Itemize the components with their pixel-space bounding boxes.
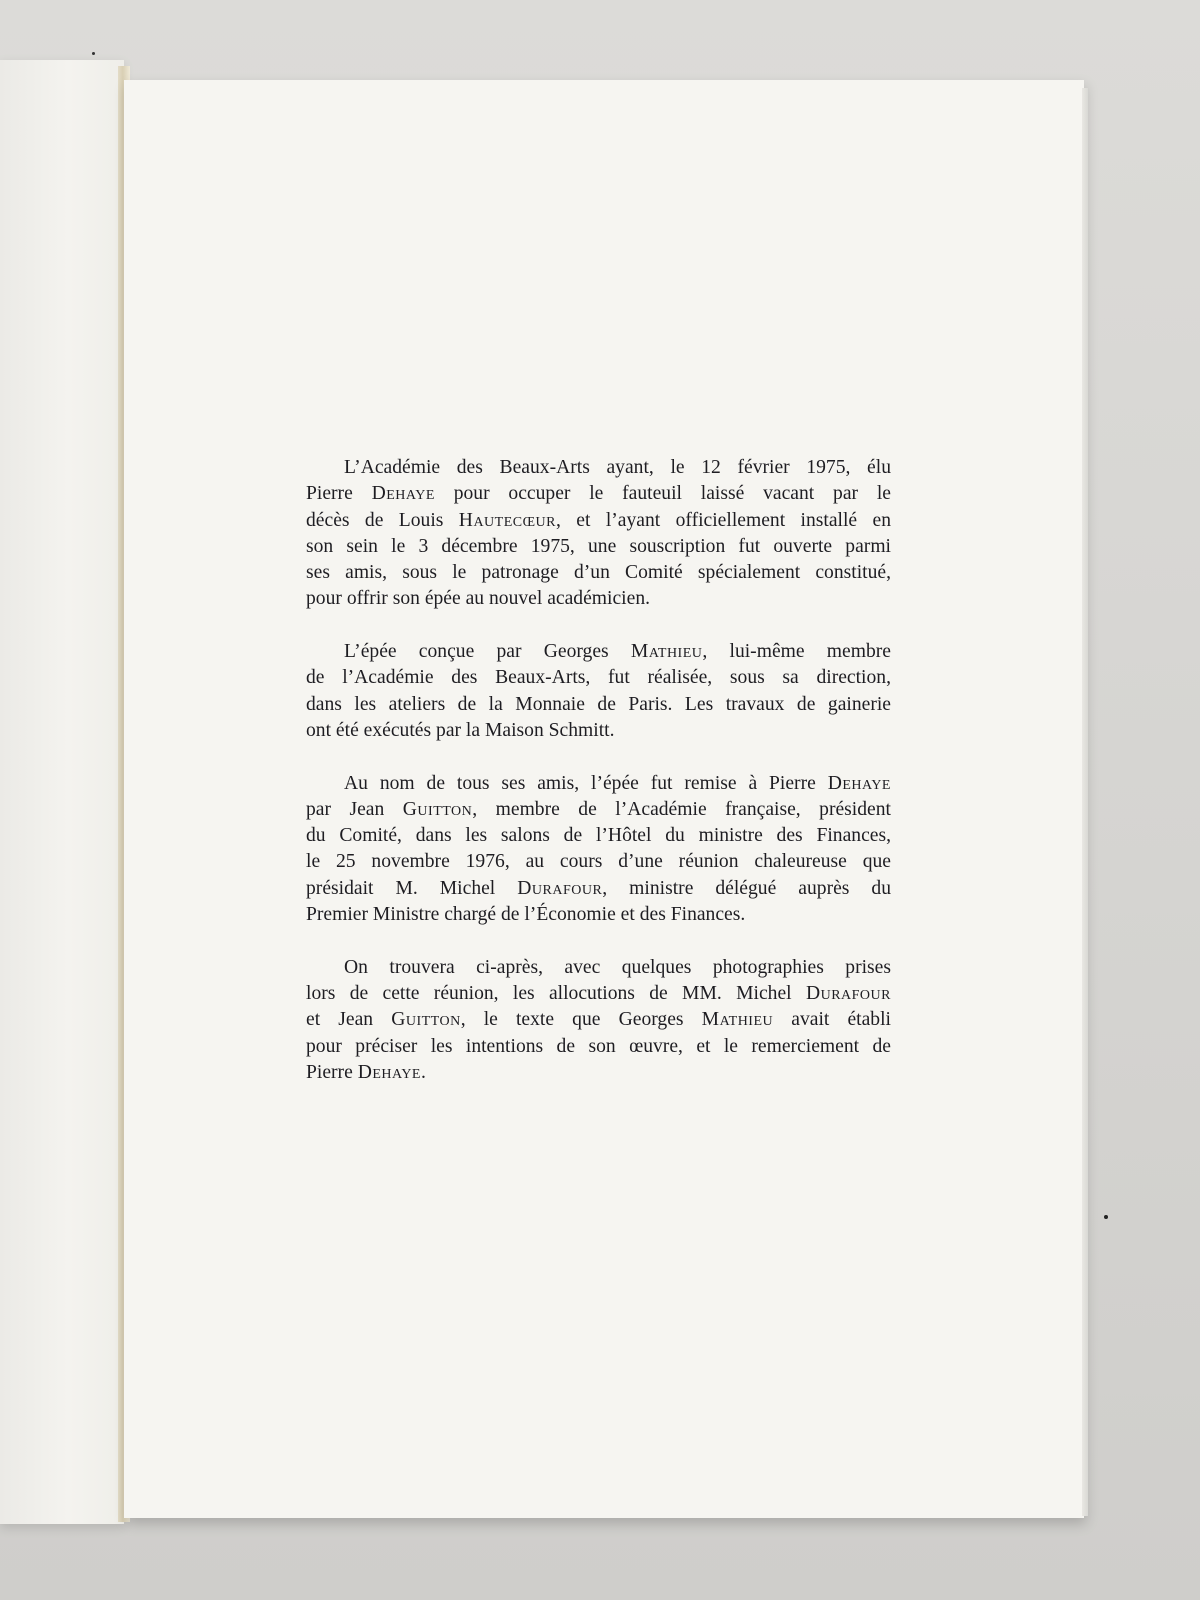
- text-run: dans les ateliers de la Monnaie de Paris. Les travaux de gainerie: [306, 693, 891, 715]
- surname: Mathieu: [630, 641, 703, 663]
- text-run: Premier Ministre chargé de l’Économie et des Finances.: [306, 904, 746, 926]
- text-run: , et l’ayant officiellement installé en: [556, 509, 891, 531]
- text-run: ont été exécutés par la Maison Schmitt.: [306, 719, 615, 741]
- surname: Durafour: [517, 877, 603, 899]
- text-line: [306, 797, 891, 823]
- surname: Hautecœur: [458, 509, 557, 531]
- text-run: du Comité, dans les salons de l’Hôtel du ministre des Finances,: [306, 825, 891, 847]
- text-run: décès de Louis: [306, 509, 459, 531]
- text-line: [306, 639, 891, 665]
- paragraph-3: [306, 771, 891, 929]
- text-run: de l’Académie des Beaux-Arts, fut réalisée, sous sa direction,: [306, 667, 891, 689]
- dust-speck: [1104, 1215, 1108, 1219]
- text-line: [306, 508, 891, 534]
- text-line: [306, 560, 891, 586]
- surname: Dehaye: [371, 483, 435, 505]
- text-line: [306, 1060, 891, 1086]
- paragraph-2: [306, 639, 891, 744]
- text-line: [306, 718, 891, 744]
- text-line: [306, 849, 891, 875]
- text-run: L’épée conçue par Georges: [344, 641, 631, 663]
- text-line: [306, 955, 891, 981]
- paragraph-4: [306, 955, 891, 1086]
- text-run: , ministre délégué auprès du: [602, 877, 891, 899]
- left-page: [0, 60, 124, 1524]
- text-run: , lui-même membre: [702, 641, 891, 663]
- text-line: [306, 823, 891, 849]
- surname: Guitton: [391, 1009, 461, 1031]
- text-line: [306, 692, 891, 718]
- body-text: [306, 455, 891, 1112]
- text-run: , membre de l’Académie française, président: [472, 798, 891, 820]
- text-run: ses amis, sous le patronage d’un Comité spécialement constitué,: [306, 562, 891, 584]
- text-line: [306, 981, 891, 1007]
- text-run: lors de cette réunion, les allocutions de MM. Michel: [306, 982, 806, 1004]
- text-run: Au nom de tous ses amis, l’épée fut remise à Pierre: [344, 772, 828, 794]
- text-line: [306, 665, 891, 691]
- text-run: avait établi: [773, 1009, 891, 1031]
- text-run: On trouvera ci-après, avec quelques photographies prises: [344, 956, 891, 978]
- surname: Dehaye: [357, 1061, 421, 1083]
- text-line: [306, 771, 891, 797]
- text-run: pour préciser les intentions de son œuvre, et le remerciement de: [306, 1035, 891, 1057]
- text-line: [306, 534, 891, 560]
- text-run: L’Académie des Beaux-Arts ayant, le 12 février 1975, élu: [344, 457, 891, 478]
- text-run: son sein le 3 décembre 1975, une souscription fut ouverte parmi: [306, 535, 891, 557]
- text-run: Pierre: [306, 1061, 358, 1083]
- text-run: , le texte que Georges: [460, 1009, 702, 1031]
- surname: Mathieu: [701, 1009, 774, 1031]
- text-line: [306, 481, 891, 507]
- page-edge: [1082, 88, 1088, 1516]
- text-run: présidait M. Michel: [306, 877, 518, 899]
- text-run: le 25 novembre 1976, au cours d’une réunion chaleureuse que: [306, 851, 891, 873]
- text-run: Pierre: [306, 483, 372, 505]
- surname: Dehaye: [827, 772, 891, 794]
- text-line: [306, 586, 891, 612]
- text-run: pour occuper le fauteuil laissé vacant par le: [434, 483, 891, 505]
- text-line: [306, 1007, 891, 1033]
- text-run: par Jean: [306, 798, 403, 820]
- paragraph-1: [306, 455, 891, 613]
- text-run: .: [421, 1061, 426, 1083]
- text-run: pour offrir son épée au nouvel académicien.: [306, 588, 651, 610]
- text-line: [306, 455, 891, 481]
- surname: Durafour: [805, 982, 891, 1004]
- text-run: et Jean: [306, 1009, 392, 1031]
- text-line: [306, 876, 891, 902]
- text-line: [306, 1034, 891, 1060]
- surname: Guitton: [402, 798, 473, 820]
- text-line: [306, 902, 891, 928]
- dust-speck: [92, 52, 95, 55]
